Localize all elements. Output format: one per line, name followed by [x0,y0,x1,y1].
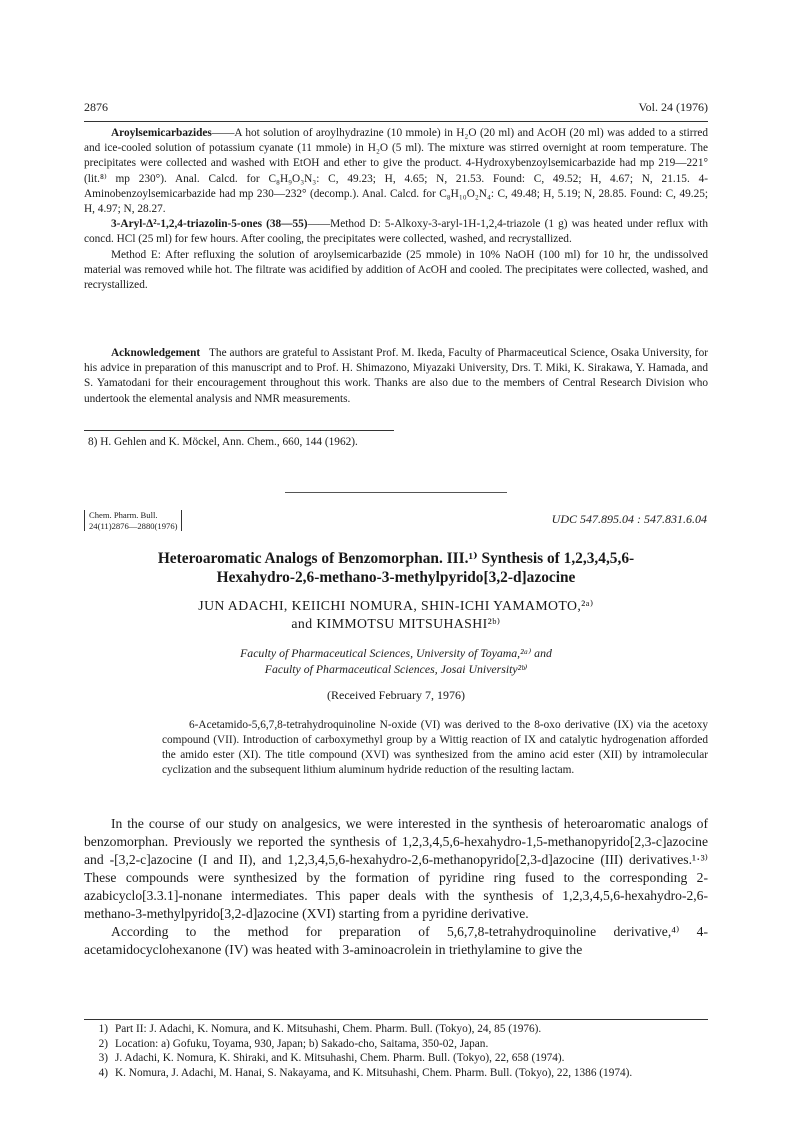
article-authors: JUN ADACHI, KEIICHI NOMURA, SHIN-ICHI YAMAMOTO,²ᵃ⁾ and KIMMOTSU MITSUHASHI²ᵇ⁾ [198,598,594,631]
udc-code: UDC 547.895.04 : 547.831.6.04 [551,512,707,526]
acknowledgement-text: The authors are grateful to Assistant Prof. M. Ikeda, Faculty of Pharmaceutical Science, Osaka University, for his advice in preparation of this manuscript and to Prof. H. Shimazono, Miyazaki University, Drs. T. Miki, K. Sirakawa, Y. Hamada, and S. Yamatodani for their encouragement throughout this work. Thanks are also due to the members of Central Research Division who undertook the elemental analysis and NMR measurements. [84,347,708,405]
article-affiliations: Faculty of Pharmaceutical Sciences, University of Toyama,²ᵃ⁾ and Faculty of Pharmaceutical Sciences, Josai University²ᵇ⁾ [240,646,552,676]
article-separator [285,492,507,493]
acknowledgement-heading: Acknowledgement [111,347,201,359]
page-number: 2876 [84,100,108,114]
reference-8: 8) H. Gehlen and K. Möckel, Ann. Chem., 660, 144 (1962). [88,436,358,448]
footnote-item: 4) K. Nomura, J. Adachi, M. Hanai, S. Nakayama, and K. Mitsuhashi, Chem. Pharm. Bull. (Tokyo), 22, 1386 (1974). [98,1066,633,1079]
volume-label: Vol. 24 (1976) [638,100,708,114]
body-paragraph-2: According to the method for preparation of 5,6,7,8-tetrahydroquinoline derivative,⁴⁾ 4-acetamidocyclohexanone (IV) was heated with 3-aminoacrolein in triethylamine to give the [84,924,708,957]
acknowledgement-section [84,346,708,407]
received-date: (Received February 7, 1976) [327,688,465,702]
article-title: Heteroaromatic Analogs of Benzomorphan. III.¹⁾ Synthesis of 1,2,3,4,5,6- Hexahydro-2,6-methano-3-methylpyrido[3,2-d]azocine [157,550,635,586]
footnotes [84,1022,708,1080]
experimental-section [84,126,708,293]
journal-citation: Chem. Pharm. Bull. 24(11)2876—2880(1976) [84,510,182,531]
body-paragraph-1: In the course of our study on analgesics, we were interested in the synthesis of heteroaromatic analogs of benzomorphan. Previously we reported the synthesis of 1,2,3,4,5,6-hexahydro-1,5-methanopyrido[2,3-c]azocine and -[3,2-c]azocine (I and II), and 1,2,3,4,5,6-hexahydro-2,6-methanopyrido[2,3-d]azocine (III) derivatives.¹·³⁾ These compounds were synthesized by the formation of pyridine ring fused to the corresponding 2-azabicyclo[3.3.1]-nonane intermediates. This paper deals with the synthesis of 1,2,3,4,5,6-hexahydro-2,6-methano-3-methylpyrido[3,2-d]azocine (XVI) starting from a pyridine derivative. [84,816,708,921]
experimental-paragraph-3: Method E: After refluxing the solution of aroylsemicarbazide (25 mmole) in 10% NaOH (100 ml) for 10 hr, the undissolved material was removed while hot. The filtrate was acidified by addition of AcOH and cooled. The precipitates were collected, washed, and recrystallized. [84,248,708,292]
experimental-paragraph-2: 3-Aryl-Δ²-1,2,4-triazolin-5-ones (38—55)——Method D: 5-Alkoxy-3-aryl-1H-1,2,4-triazole (1 g) was heated under reflux with concd. HCl (25 ml) for few hours. After cooling, the precipitates were collected, washed, and recrystallized. [84,218,708,246]
paragraph-heading: Aroylsemicarbazides [111,127,212,139]
footnote-item: 2) Location: a) Gofuku, Toyama, 930, Japan; b) Sakado-cho, Saitama, 350-02, Japan. [98,1037,489,1050]
header-rule [84,121,708,122]
footnote-item: 1) Part II: J. Adachi, K. Nomura, and K. Mitsuhashi, Chem. Pharm. Bull. (Tokyo), 24, 85 (1976). [98,1023,542,1035]
abstract: 6-Acetamido-5,6,7,8-tetrahydroquinoline N-oxide (VI) was derived to the 8-oxo derivative (IX) via the acetoxy compound (VII). Introduction of carboxymethyl group by a Wittig reaction of IX and catalytic hydrogenation afforded the amido ester (XI). The title compound (XVI) was synthesized from the amino acid ester (XII) by intramolecular cyclization and the subsequent lithium aluminum hydride reduction of the resulting lactam. [162,719,708,776]
experimental-paragraph-1: Aroylsemicarbazides——A hot solution of aroylhydrazine (10 mmole) in H₂O (20 ml) and AcOH (20 ml) was added to a stirred and ice-cooled solution of potassium cyanate (11 mmole) in H₂O (5 ml). The mixture was stirred overnight at room temperature. The precipitates were collected and washed with EtOH and ether to give the product. 4-Hydroxybenzoylsemicarbazide had mp 219—221° (lit.⁸⁾ mp 230°). Anal. Calcd. for C₈H₉O₃N₃: C, 49.23; H, 4.65; N, 21.53. Found: C, 49.52; H, 4.67; N, 21.15. 4-Aminobenzoylsemicarbazide had mp 230—232° (decomp.). Anal. Calcd. for C₈H₁₀O₂N₄: C, 49.48; H, 5.19; N, 28.85. Found: C, 49.25; H, 4.97; N, 28.27. [84,127,708,216]
reference-rule [84,430,394,431]
footnote-rule [84,1019,708,1020]
paragraph-heading: 3-Aryl-Δ²-1,2,4-triazolin-5-ones (38—55) [111,218,308,231]
footnote-item: 3) J. Adachi, K. Nomura, K. Shiraki, and K. Mitsuhashi, Chem. Pharm. Bull. (Tokyo), 22, 658 (1974). [98,1052,565,1065]
article-body [84,815,708,959]
